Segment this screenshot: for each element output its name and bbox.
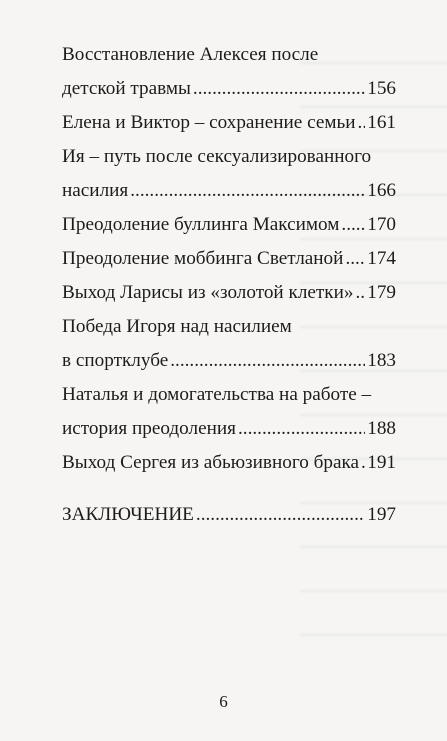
- dot-leader: [196, 498, 365, 532]
- toc-entry-svetlana: [62, 242, 396, 276]
- toc-entry-conclusion: [62, 498, 396, 532]
- toc-entry-title-line: Наталья и домогательства на работе –: [62, 384, 372, 405]
- page-number: 174: [367, 248, 396, 269]
- toc-entry-last-line: [62, 446, 396, 480]
- toc-entry-last-line: [62, 208, 396, 242]
- toc-entry-title-line: Ия – путь после сексуализированного: [62, 146, 372, 167]
- toc-entry-title-line: Выход Ларисы из «золотой клетки»: [62, 282, 354, 303]
- page-number: 197: [367, 504, 396, 525]
- section-gap: [62, 480, 396, 498]
- toc-entry-title-line: Елена и Виктор – сохранение семьи: [62, 112, 356, 133]
- toc-entry-last-line: [62, 72, 396, 106]
- toc-entry-sergey: [62, 446, 396, 480]
- page-number: 166: [367, 180, 396, 201]
- folio-page-number: 6: [219, 692, 228, 711]
- dot-leader: [130, 174, 365, 208]
- toc-entry-title-line: Преодоление буллинга Максимом: [62, 214, 340, 235]
- toc-entry-last-line: [62, 106, 396, 140]
- toc-entry-last-line: [62, 174, 396, 208]
- toc-entry-iya: [62, 140, 396, 208]
- dot-leader: [193, 72, 365, 106]
- toc-entry-title-line: в спортклубе: [62, 350, 169, 371]
- toc-entry-last-line: [62, 412, 396, 446]
- dot-leader: [170, 344, 365, 378]
- toc-entry-last-line: [62, 276, 396, 310]
- toc-entry-natalya: [62, 378, 396, 446]
- page-number: 179: [367, 282, 396, 303]
- dot-leader: [361, 446, 365, 480]
- toc-entry-title-line: Преодоление моббинга Светланой: [62, 248, 344, 269]
- toc-entry-last-line: [62, 242, 396, 276]
- page-number: 156: [367, 78, 396, 99]
- toc-entry-igor: [62, 310, 396, 378]
- toc-entry-title-line: история преодоления: [62, 418, 236, 439]
- toc-entry-larisa: [62, 276, 396, 310]
- page-number: 183: [367, 350, 396, 371]
- toc-entry-title-line: детской травмы: [62, 78, 191, 99]
- toc-entry-title-line: насилия: [62, 180, 129, 201]
- page-number: 170: [367, 214, 396, 235]
- toc-entry-title-line: ЗАКЛЮЧЕНИЕ: [62, 504, 194, 525]
- toc-entry-title-line: Победа Игоря над насилием: [62, 316, 292, 337]
- toc-entry-elena-viktor: [62, 106, 396, 140]
- page-number: 161: [367, 112, 396, 133]
- dot-leader: [345, 242, 365, 276]
- toc-entry-maksim: [62, 208, 396, 242]
- table-of-contents: [62, 38, 396, 532]
- dot-leader: [355, 276, 365, 310]
- page-number: 188: [367, 418, 396, 439]
- toc-entry-title-line: Восстановление Алексея после: [62, 44, 319, 65]
- dot-leader: [358, 106, 366, 140]
- toc-entry-aleksey: [62, 38, 396, 106]
- toc-entry-title-line: Выход Сергея из абьюзивного брака: [62, 452, 360, 473]
- toc-entry-last-line: [62, 498, 396, 532]
- dot-leader: [238, 412, 365, 446]
- dot-leader: [341, 208, 365, 242]
- page-number: 191: [367, 452, 396, 473]
- toc-entry-last-line: [62, 344, 396, 378]
